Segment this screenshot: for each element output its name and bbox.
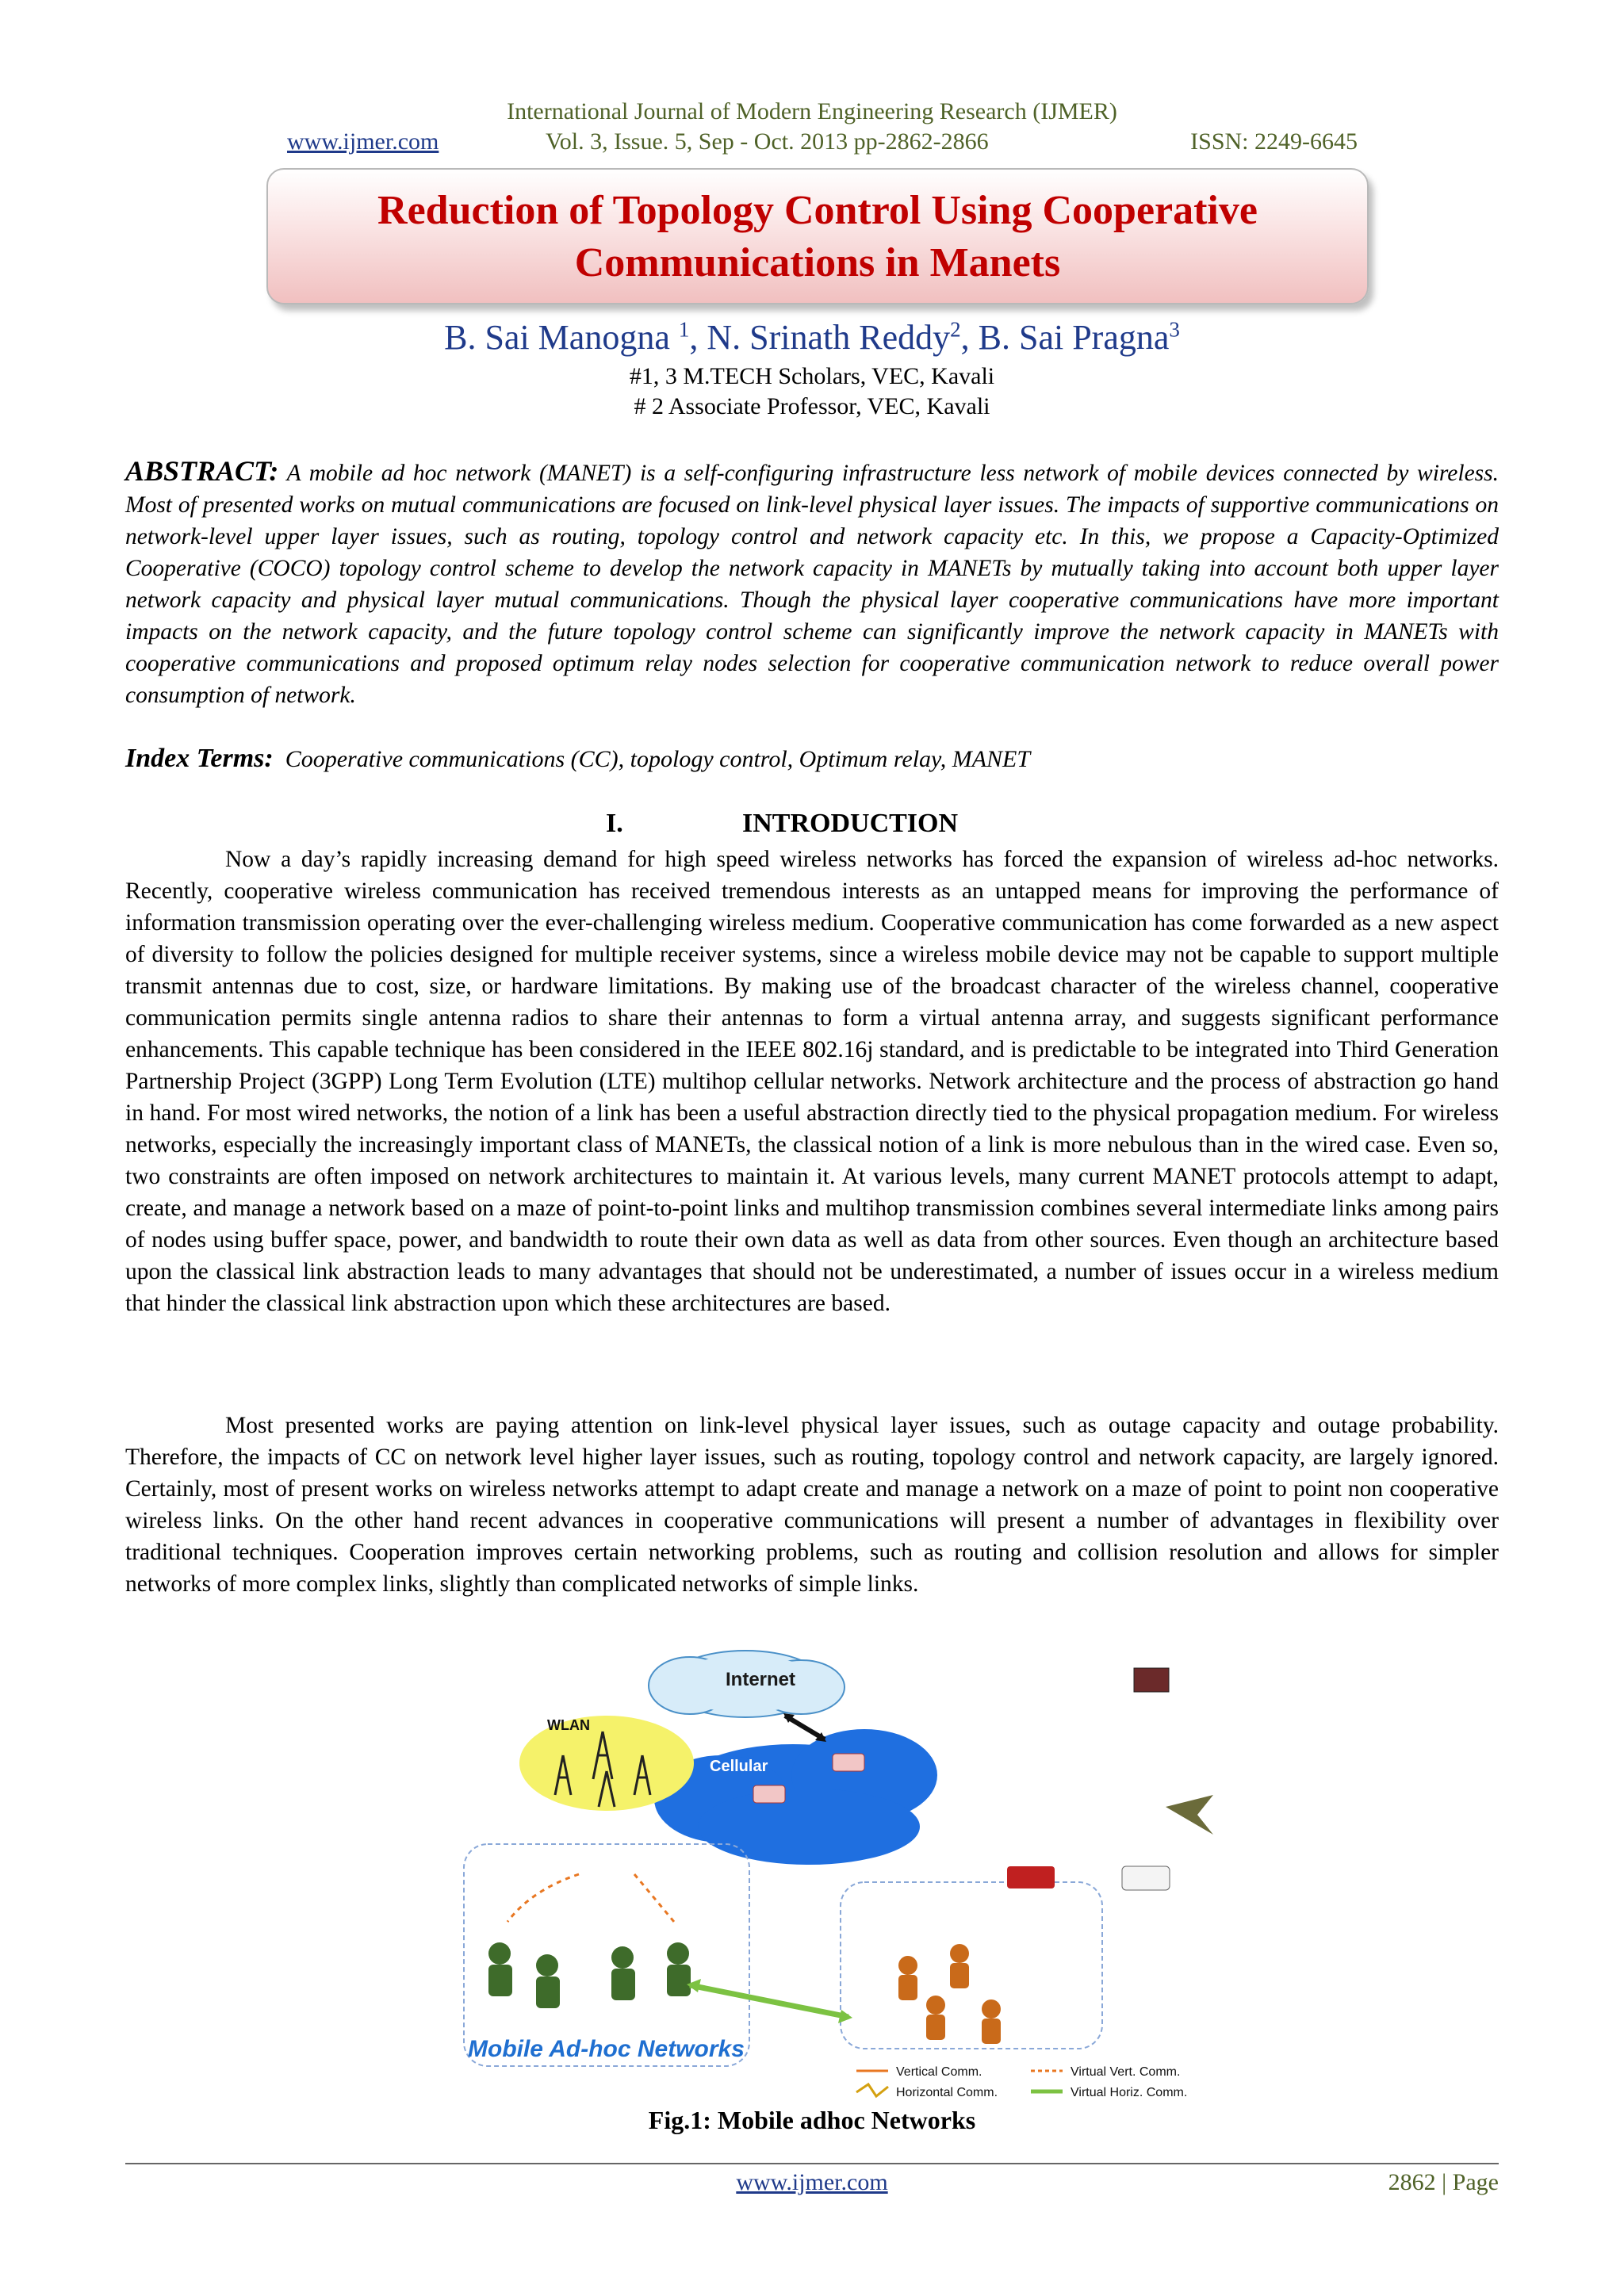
author-1-sup: 1 [678,317,690,342]
intro-paragraph-2: Most presented works are paying attention on link-level physical layer issues, such as outage capacity and outage probability. Therefore, the impacts of CC on network level higher layer issues, such as routing, topology control and network capacity, are largely ignored. Certainly, most of present works on wireless networks attempt to adapt create and manage a network on a maze of point to point non cooperative wireless links. On the other hand recent advances in cooperative communications will present a number of advantages in flexibility over traditional techniques. Cooperation improves certain networking problems, such as routing and collision resolution and allows for simpler networks of more complex links, slightly than complicated networks of simple links. [125,1413,1499,1597]
legend-virt-vert: Virtual Vert. Comm. [1071,2065,1181,2079]
figure-caption: Fig.1: Mobile adhoc Networks [648,2106,976,2134]
index-terms [125,744,1030,774]
aircraft-icon [1166,1795,1213,1835]
author-3: , B. Sai Pragna [960,318,1170,357]
virtual-horizontal-link [690,1985,848,2017]
header-volume: Vol. 3, Issue. 5, Sep - Oct. 2013 pp-2862-2866 [546,128,989,155]
cellular-label: Cellular [710,1758,768,1775]
abstract-text: A mobile ad hoc network (MANET) is a self-configuring infrastructure less network of mobile devices connected by wireless. Most of presented works on mutual communications are focused on link-level physical layer issues. The impacts of supportive communications on network-level upper layer issues, such as routing, topology control and network capacity etc. In this, we propose a Capacity-Optimized Cooperative (COCO) topology control scheme to develop the network capacity in MANETs by mutually taking into account both upper layer network capacity and physical layer mutual communications. Though the physical layer cooperative communications have more important impacts on the network capacity, and the future topology control scheme can significantly improve the network capacity in MANETs with cooperative communications and proposed optimum relay nodes selection for cooperative communication network to reduce overall power consumption of network. [125,461,1499,708]
affiliation-1: #1, 3 M.TECH Scholars, VEC, Kavali [629,363,995,389]
abstract [125,455,1499,711]
legend-vertical: Vertical Comm. [896,2065,982,2079]
author-1: B. Sai Manogna [444,318,679,357]
virtual-vertical-link [508,1874,579,1922]
author-3-sup: 3 [1169,317,1180,342]
firefighter-group [898,1944,1001,2044]
header-issn: ISSN: 2249-6645 [1190,128,1358,155]
wlan-zone [519,1716,694,1811]
footer-divider [125,2163,1499,2164]
laptop-icon [1134,1668,1169,1692]
legend-horizontal: Horizontal Comm. [896,2086,998,2099]
ambulance-icon [1122,1866,1170,1890]
footer-website-link[interactable]: www.ijmer.com [736,2169,888,2195]
soldier-group [488,1942,691,2008]
adhoc-region-right [841,1882,1102,2049]
legend-horizontal-swatch [856,2084,888,2096]
section-number: I. [606,809,623,838]
section-title: INTRODUCTION [742,809,959,838]
legend-virt-horiz: Virtual Horiz. Comm. [1071,2086,1188,2099]
journal-name: International Journal of Modern Engineering Research (IJMER) [507,98,1117,124]
affiliation-2: # 2 Associate Professor, VEC, Kavali [634,393,990,419]
index-terms-text: Cooperative communications (CC), topology control, Optimum relay, MANET [285,746,1031,772]
section-heading [0,809,1624,844]
router-icon [753,1785,785,1803]
header-website-link[interactable]: www.ijmer.com [287,128,439,155]
author-2-sup: 2 [950,317,961,342]
firetruck-icon [1007,1866,1055,1888]
author-list [0,317,1624,358]
internet-cloud [649,1651,845,1717]
wlan-label: WLAN [547,1717,590,1733]
author-2: , N. Srinath Reddy [689,318,951,357]
title-box [266,168,1369,304]
intro-paragraph-1: Now a day’s rapidly increasing demand for high speed wireless networks has forced the expansion of wireless ad-hoc networks. Recently, cooperative wireless communication has received tremendous interests as an untapped means for improving the performance of information transmission operating over the ever-challenging wireless medium. Cooperative communication has come forwarded as a new aspect of diversity to follow the policies designed for multiple receiver systems, since a wireless mobile device may not be capable to support multiple transmit antennas due to cost, size, or hardware limitations. By making use of the broadcast character of the wireless channel, cooperative communication permits single antenna radios to share their antennas to form a virtual antenna array, and suggests significant performance enhancements. This capable technique has been considered in the IEEE 802.16j standard, and is predictable to be integrated into Third Generation Partnership Project (3GPP) Long Term Evolution (LTE) multihop cellular networks. Network architecture and the process of abstraction go hand in hand. For most wired networks, the notion of a link has been a useful abstraction directly tied to the physical propagation medium. For wireless networks, especially the increasingly important class of MANETs, the classical notion of a link is more nebulous than in the wired case. Even so, two constraints are often imposed on network architectures to maintain it. At various levels, many current MANET protocols attempt to adapt, create, and manage a network based on a maze of point-to-point links and multihop transmission combines several intermediate links among pairs of nodes using buffer space, power, and bandwidth to route their own data as well as data from other sources. Even though an architecture based upon the classical link abstraction leads to many advantages that should not be underestimated, a number of issues occur in a wireless medium that hinder the classical link abstraction upon which these architectures are based. [125,847,1499,1316]
page-number: 2862 | Page [1388,2169,1499,2195]
internet-label: Internet [726,1669,796,1690]
abstract-label: ABSTRACT: [125,455,279,487]
adhoc-label: Mobile Ad-hoc Networks [468,2036,745,2062]
router-icon [833,1754,864,1771]
header-line [287,128,1358,160]
paper-title-line-1: Reduction of Topology Control Using Cooperative [377,188,1258,233]
network-figure [452,1636,1245,2112]
paper-title-line-2: Communications in Manets [574,240,1061,285]
figure-legend [856,2065,1187,2099]
index-terms-label: Index Terms: [125,744,274,773]
